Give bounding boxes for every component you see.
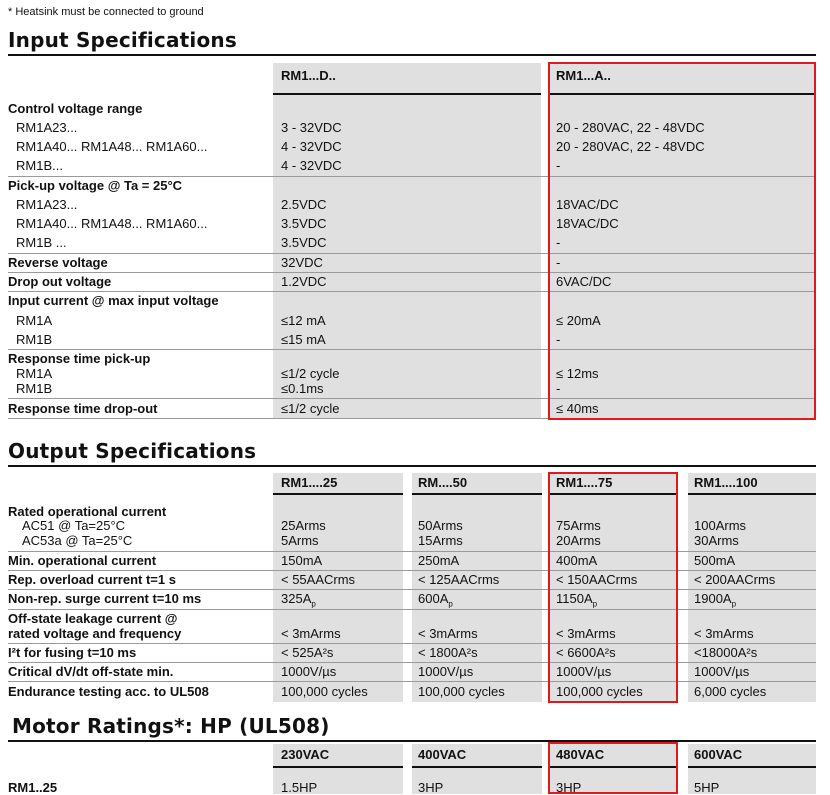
- motor-col-rule: [412, 766, 542, 768]
- output-value: 20Arms: [556, 533, 601, 548]
- output-col-header: RM....50: [418, 475, 468, 490]
- output-value: 75Arms: [556, 518, 601, 533]
- input-a-value: -: [556, 255, 561, 270]
- motor-value: 5HP: [694, 780, 720, 795]
- input-a-value: -: [556, 381, 561, 396]
- row-label: I²t for fusing t=10 ms: [8, 645, 137, 660]
- input-a-value: ≤ 12ms: [556, 366, 599, 381]
- row-separator: [8, 643, 816, 644]
- output-value-subscript: p: [592, 599, 598, 609]
- highlight-box-a-column: [548, 62, 816, 420]
- output-col-header: RM1....75: [556, 475, 613, 490]
- row-label: Drop out voltage: [8, 274, 112, 289]
- highlight-box-480vac-column: [548, 742, 678, 794]
- input-a-value: -: [556, 158, 561, 173]
- input-d-value: 4 - 32VDC: [281, 139, 342, 154]
- input-d-value: ≤1/2 cycle: [281, 366, 340, 381]
- row-separator: [8, 551, 816, 552]
- row-label: RM1B: [16, 332, 53, 347]
- output-value: < 3mArms: [418, 626, 478, 641]
- input-d-value: ≤15 mA: [281, 332, 326, 347]
- output-value-text: 1150A: [556, 591, 593, 606]
- motor-value: 1.5HP: [281, 780, 318, 795]
- input-title-rule: [8, 54, 816, 56]
- row-label: RM1..25: [8, 780, 58, 795]
- input-d-value: 2.5VDC: [281, 197, 327, 212]
- input-a-value: 20 - 280VAC, 22 - 48VDC: [556, 120, 705, 135]
- output-value: < 1800A²s: [418, 645, 478, 660]
- output-col-rule: [273, 493, 403, 495]
- heatsink-note: * Heatsink must be connected to ground: [8, 6, 204, 18]
- output-value: 15Arms: [418, 533, 463, 548]
- input-col-header-a: RM1...A..: [556, 68, 611, 83]
- row-label: Off-state leakage current @: [8, 611, 178, 626]
- output-value: 1000V/µs: [694, 664, 750, 679]
- row-label: Endurance testing acc. to UL508: [8, 684, 209, 699]
- input-a-value: ≤ 20mA: [556, 313, 601, 328]
- output-value: [418, 591, 453, 609]
- output-value-text: 600A: [418, 591, 449, 606]
- input-a-value: -: [556, 235, 561, 250]
- row-label: Response time drop-out: [8, 401, 158, 416]
- input-d-value: 1.2VDC: [281, 274, 327, 289]
- motor-col-header: 480VAC: [556, 747, 605, 762]
- motor-value: 3HP: [556, 780, 582, 795]
- row-label: RM1A40... RM1A48... RM1A60...: [16, 216, 208, 231]
- output-value: 150mA: [281, 553, 323, 568]
- output-col-rule: [412, 493, 542, 495]
- output-value: [694, 591, 736, 609]
- row-label: AC51 @ Ta=25°C: [22, 518, 126, 533]
- row-label: Input current @ max input voltage: [8, 293, 219, 308]
- input-col-header-d: RM1...D..: [281, 68, 336, 83]
- output-value: < 3mArms: [281, 626, 341, 641]
- input-d-value: 3.5VDC: [281, 216, 327, 231]
- output-value-subscript: p: [731, 599, 737, 609]
- output-value: < 3mArms: [694, 626, 754, 641]
- output-value: < 525A²s: [281, 645, 334, 660]
- input-a-value: 18VAC/DC: [556, 216, 619, 231]
- output-value: 6,000 cycles: [694, 684, 767, 699]
- row-label: RM1A23...: [16, 120, 78, 135]
- output-title-rule: [8, 465, 816, 467]
- output-value: 50Arms: [418, 518, 463, 533]
- input-d-value: 3.5VDC: [281, 235, 327, 250]
- input-spec-title: Input Specifications: [8, 28, 237, 52]
- input-col-d-rule: [273, 93, 541, 95]
- row-label: Min. operational current: [8, 553, 157, 568]
- row-label: RM1A23...: [16, 197, 78, 212]
- input-d-value: ≤12 mA: [281, 313, 326, 328]
- row-label: Reverse voltage: [8, 255, 108, 270]
- output-value: < 200AACrms: [694, 572, 776, 587]
- row-label: RM1A: [16, 313, 53, 328]
- row-label: RM1A40... RM1A48... RM1A60...: [16, 139, 208, 154]
- input-d-value: 3 - 32VDC: [281, 120, 342, 135]
- input-d-value: 4 - 32VDC: [281, 158, 342, 173]
- row-separator: [8, 570, 816, 571]
- row-label: RM1B: [16, 381, 53, 396]
- output-value: 30Arms: [694, 533, 739, 548]
- row-separator: [8, 589, 816, 590]
- input-d-value: ≤1/2 cycle: [281, 401, 340, 416]
- row-label: Critical dV/dt off-state min.: [8, 664, 174, 679]
- output-value: [281, 591, 316, 609]
- row-separator: [8, 662, 816, 663]
- row-label: rated voltage and frequency: [8, 626, 182, 641]
- output-col-header: RM1....25: [281, 475, 338, 490]
- row-label: AC53a @ Ta=25°C: [22, 533, 133, 548]
- output-value-text: 325A: [281, 591, 312, 606]
- output-value: < 125AACrms: [418, 572, 500, 587]
- row-label: RM1B...: [16, 158, 63, 173]
- motor-col-header: 600VAC: [694, 747, 743, 762]
- row-separator: [8, 681, 816, 682]
- output-value: 400mA: [556, 553, 598, 568]
- output-value: < 150AACrms: [556, 572, 638, 587]
- input-a-value: -: [556, 332, 561, 347]
- output-spec-title: Output Specifications: [8, 439, 257, 463]
- input-a-value: ≤ 40ms: [556, 401, 599, 416]
- row-label: Rep. overload current t=1 s: [8, 572, 176, 587]
- input-a-value: 6VAC/DC: [556, 274, 612, 289]
- output-value-subscript: p: [448, 599, 453, 609]
- output-value: 100,000 cycles: [418, 684, 505, 699]
- output-value: 1000V/µs: [418, 664, 474, 679]
- output-value: <18000A²s: [694, 645, 758, 660]
- motor-ratings-title: Motor Ratings*: HP (UL508): [12, 714, 330, 738]
- row-label: Non-rep. surge current t=10 ms: [8, 591, 202, 606]
- row-label: Rated operational current: [8, 504, 167, 519]
- row-label: RM1A: [16, 366, 53, 381]
- input-a-value: 18VAC/DC: [556, 197, 619, 212]
- motor-value: 3HP: [418, 780, 444, 795]
- motor-col-rule: [273, 766, 403, 768]
- output-value: 250mA: [418, 553, 460, 568]
- output-value: 25Arms: [281, 518, 326, 533]
- output-value: 5Arms: [281, 533, 319, 548]
- output-value: 500mA: [694, 553, 736, 568]
- highlight-box-75-column: [548, 472, 678, 703]
- output-value: 100,000 cycles: [556, 684, 643, 699]
- input-a-value: 20 - 280VAC, 22 - 48VDC: [556, 139, 705, 154]
- row-label: Pick-up voltage @ Ta = 25°C: [8, 178, 183, 193]
- motor-col-rule: [688, 766, 816, 768]
- motor-col-header: 230VAC: [281, 747, 330, 762]
- output-value: 100Arms: [694, 518, 747, 533]
- input-d-value: ≤0.1ms: [281, 381, 324, 396]
- row-label: RM1B ...: [16, 235, 67, 250]
- output-value: < 6600A²s: [556, 645, 616, 660]
- output-value: < 55AACrms: [281, 572, 356, 587]
- motor-col-header: 400VAC: [418, 747, 467, 762]
- output-value-subscript: p: [311, 599, 316, 609]
- row-label: Response time pick-up: [8, 351, 151, 366]
- output-col-rule: [688, 493, 816, 495]
- output-value: 1000V/µs: [281, 664, 337, 679]
- output-value: < 3mArms: [556, 626, 616, 641]
- motor-title-rule: [8, 740, 816, 742]
- output-col-header: RM1....100: [694, 475, 758, 490]
- row-separator: [8, 609, 816, 610]
- row-label: Control voltage range: [8, 101, 143, 116]
- output-value: 100,000 cycles: [281, 684, 368, 699]
- output-value-text: 1900A: [694, 591, 732, 606]
- input-d-value: 32VDC: [281, 255, 323, 270]
- output-value: 1000V/µs: [556, 664, 612, 679]
